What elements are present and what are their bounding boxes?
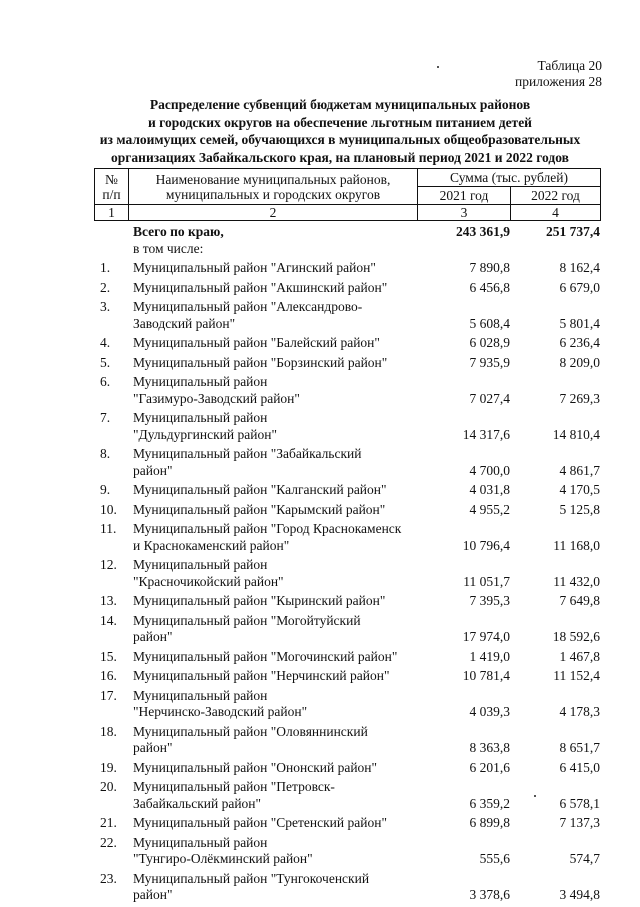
header-name-cell	[129, 169, 418, 205]
title-line: из малоимущих семей, обучающихся в муниципальных общеобразовательных	[99, 132, 581, 147]
value-2022: 11 168,0	[553, 537, 600, 553]
value-2021: 1 419,0	[469, 648, 510, 664]
district-name-line: Муниципальный район "Петровск-	[133, 779, 335, 794]
row-number: 10.	[100, 501, 117, 517]
table-row	[94, 502, 600, 519]
total-label: Всего по краю,	[133, 224, 224, 239]
district-name-line: "Тунгиро-Олёкминский район"	[133, 851, 313, 866]
value-2021: 7 027,4	[469, 390, 510, 406]
value-2022: 11 152,4	[553, 668, 600, 683]
district-name	[130, 668, 415, 685]
district-name-line: Муниципальный район "Балейский район"	[133, 335, 380, 350]
district-name	[130, 724, 415, 757]
district-name-line: "Нерчинско-Заводский район"	[133, 704, 308, 719]
header-num-line: п/п	[102, 186, 121, 202]
row-number: 4.	[100, 335, 111, 350]
district-name	[130, 779, 415, 812]
district-name-line: Муниципальный район	[133, 374, 268, 389]
index-cell: 3	[418, 205, 511, 221]
district-name-line: Муниципальный район "Город Краснокаменск	[133, 521, 402, 536]
district-name	[130, 557, 415, 590]
table-row	[94, 355, 600, 372]
header-num-line: №	[105, 171, 118, 187]
district-name	[130, 410, 415, 443]
header-sum-cell: Сумма (тыс. рублей)	[418, 169, 601, 187]
value-2021: 4 700,0	[469, 462, 510, 478]
document-title	[60, 96, 620, 166]
value-2022: 3 494,8	[559, 887, 600, 902]
district-name-line: Муниципальный район "Забайкальский	[133, 446, 362, 461]
value-2022: 8 162,4	[559, 260, 600, 275]
table-row	[94, 724, 600, 757]
value-2021: 6 201,6	[469, 759, 510, 775]
index-cell: 2	[129, 205, 418, 221]
district-name	[130, 521, 415, 554]
district-name-line: Муниципальный район "Сретенский район"	[133, 815, 387, 830]
table-body	[94, 224, 600, 907]
value-2022: 4 170,5	[559, 482, 600, 497]
value-2022: 7 649,8	[559, 593, 600, 608]
value-2022: 1 467,8	[559, 648, 600, 664]
value-2021: 10 781,4	[462, 668, 510, 683]
index-cell: 4	[511, 205, 601, 221]
district-name-line: Забайкальский район"	[133, 795, 262, 811]
value-2021: 11 051,7	[463, 573, 510, 589]
value-2021: 10 796,4	[462, 537, 510, 553]
table-row	[94, 688, 600, 721]
district-name-line: Муниципальный район "Могочинский район"	[133, 648, 398, 664]
row-number: 2.	[100, 279, 111, 295]
district-name-line: Муниципальный район	[133, 410, 268, 425]
district-name-line: район"	[133, 740, 173, 755]
table-reference	[515, 58, 602, 90]
value-2021: 7 395,3	[469, 593, 510, 608]
value-2021: 7 890,8	[469, 260, 510, 275]
district-name	[130, 335, 415, 352]
district-name-line: Муниципальный район "Агинский район"	[133, 260, 376, 275]
value-2021: 6 456,8	[469, 279, 510, 295]
table-row	[94, 374, 600, 407]
district-name-line: район"	[133, 462, 173, 478]
row-number: 6.	[100, 374, 111, 389]
total-2021: 243 361,9	[456, 224, 510, 239]
table-row	[94, 482, 600, 499]
district-name	[130, 280, 415, 297]
row-number: 16.	[100, 668, 117, 683]
district-name-line: Муниципальный район "Ононский район"	[133, 759, 378, 775]
row-number: 12.	[100, 557, 117, 572]
district-name	[130, 760, 415, 777]
value-2021: 14 317,6	[462, 426, 510, 442]
value-2021: 4 031,8	[469, 482, 510, 497]
value-2022: 6 415,0	[559, 759, 600, 775]
value-2021: 6 899,8	[469, 815, 510, 830]
value-2022: 11 432,0	[553, 573, 600, 589]
district-name	[130, 502, 415, 519]
value-2021: 6 028,9	[469, 335, 510, 350]
district-name-line: "Красночикойский район"	[133, 573, 284, 589]
value-2022: 6 236,4	[559, 335, 600, 350]
row-number: 15.	[100, 648, 117, 664]
value-2022: 6 578,1	[559, 795, 600, 811]
table-row	[94, 760, 600, 777]
table-row	[94, 299, 600, 332]
table-row	[94, 410, 600, 443]
table-row	[94, 613, 600, 646]
value-2022: 8 209,0	[559, 354, 600, 370]
value-2021: 4 955,2	[469, 501, 510, 517]
header-num-cell	[95, 169, 129, 205]
row-number: 13.	[100, 593, 117, 608]
table-row	[94, 446, 600, 479]
row-number: 8.	[100, 446, 111, 461]
value-2022: 5 125,8	[559, 501, 600, 517]
value-2021: 17 974,0	[462, 629, 510, 644]
title-line: Распределение субвенций бюджетам муниципальных районов	[149, 97, 531, 112]
table-header	[94, 168, 601, 221]
row-number: 19.	[100, 759, 117, 775]
row-number: 18.	[100, 723, 117, 739]
header-name-line: Наименование муниципальных районов,	[155, 171, 391, 187]
district-name-line: "Газимуро-Заводский район"	[133, 390, 300, 406]
value-2022: 14 810,4	[552, 426, 600, 442]
value-2021: 3 378,6	[469, 887, 510, 902]
district-name-line: Муниципальный район "Акшинский район"	[133, 279, 388, 295]
table-row	[94, 521, 600, 554]
header-2022-cell: 2022 год	[511, 187, 601, 205]
table-row	[94, 593, 600, 610]
table-row	[94, 335, 600, 352]
district-name	[130, 482, 415, 499]
value-2022: 7 137,3	[559, 815, 600, 830]
district-name-line: Заводский район"	[133, 315, 236, 331]
value-2021: 5 608,4	[469, 315, 510, 331]
title-line: организациях Забайкальского края, на плановый период 2021 и 2022 годов	[111, 149, 569, 165]
scan-speck	[437, 66, 439, 68]
row-number: 11.	[100, 521, 117, 536]
district-name-line: Муниципальный район	[133, 557, 268, 572]
value-2022: 8 651,7	[559, 740, 600, 755]
district-name-line: Муниципальный район "Борзинский район"	[133, 354, 388, 370]
value-2022: 5 801,4	[559, 315, 600, 331]
value-2022: 574,7	[569, 851, 600, 866]
district-name	[130, 374, 415, 407]
value-2021: 6 359,2	[469, 795, 510, 811]
title-line: и городских округов на обеспечение льготным питанием детей	[148, 114, 532, 130]
district-name-line: Муниципальный район "Александрово-	[133, 299, 363, 314]
district-name-line: Муниципальный район "Тунгокоченский	[133, 870, 370, 886]
district-name	[130, 446, 415, 479]
row-number: 21.	[100, 815, 117, 830]
row-number: 5.	[100, 354, 111, 370]
row-number: 1.	[100, 260, 111, 275]
district-name-line: Муниципальный район	[133, 687, 268, 703]
district-name	[130, 649, 415, 666]
value-2022: 4 861,7	[559, 462, 600, 478]
header-name-line: муниципальных и городских округов	[165, 186, 381, 202]
district-name	[130, 613, 415, 646]
total-2022: 251 737,4	[546, 224, 600, 239]
district-name-line: Муниципальный район "Нерчинский район"	[133, 668, 390, 683]
table-row	[94, 280, 600, 297]
table-row	[94, 668, 600, 685]
value-2021: 4 039,3	[469, 704, 510, 719]
table-row	[94, 871, 600, 904]
table-row	[94, 815, 600, 832]
row-number: 17.	[100, 687, 117, 703]
table-row	[94, 835, 600, 868]
value-2021: 7 935,9	[469, 354, 510, 370]
district-name-line: Муниципальный район "Карымский район"	[133, 501, 386, 517]
value-2021: 555,6	[479, 851, 510, 866]
value-2022: 6 679,0	[559, 279, 600, 295]
district-name	[130, 355, 415, 372]
district-name	[130, 871, 415, 904]
district-name-line: Муниципальный район "Калганский район"	[133, 482, 387, 497]
district-name	[130, 688, 415, 721]
table-row	[94, 557, 600, 590]
district-name-line: и Краснокаменский район"	[133, 537, 290, 553]
table-row	[94, 649, 600, 666]
district-name	[130, 815, 415, 832]
table-row	[94, 260, 600, 277]
district-name-line: "Дульдургинский район"	[133, 426, 277, 442]
row-number: 7.	[100, 410, 111, 425]
including-row	[94, 241, 600, 258]
value-2021: 8 363,8	[469, 740, 510, 755]
district-name	[130, 835, 415, 868]
value-2022: 7 269,3	[559, 390, 600, 406]
district-name	[130, 260, 415, 277]
district-name	[130, 593, 415, 610]
row-number: 9.	[100, 482, 111, 497]
district-name-line: район"	[133, 629, 173, 644]
row-number: 14.	[100, 612, 117, 628]
district-list	[94, 260, 600, 904]
table-row	[94, 779, 600, 812]
including-label: в том числе:	[133, 240, 204, 256]
row-number: 3.	[100, 299, 111, 314]
table-number: Таблица 20	[537, 58, 602, 73]
row-number: 20.	[100, 779, 117, 794]
district-name-line: Муниципальный район "Могойтуйский	[133, 612, 361, 628]
district-name	[130, 299, 415, 332]
district-name-line: район"	[133, 887, 173, 902]
row-number: 22.	[100, 834, 117, 850]
total-row	[94, 224, 600, 241]
value-2022: 4 178,3	[559, 704, 600, 719]
district-name-line: Муниципальный район "Кыринский район"	[133, 593, 386, 608]
value-2022: 18 592,6	[552, 629, 600, 644]
scan-speck	[534, 795, 536, 797]
row-number: 23.	[100, 870, 117, 886]
district-name-line: Муниципальный район "Оловяннинский	[133, 723, 368, 739]
header-2021-cell: 2021 год	[418, 187, 511, 205]
district-name-line: Муниципальный район	[133, 834, 268, 850]
index-cell: 1	[95, 205, 129, 221]
appendix-number: приложения 28	[514, 74, 602, 89]
